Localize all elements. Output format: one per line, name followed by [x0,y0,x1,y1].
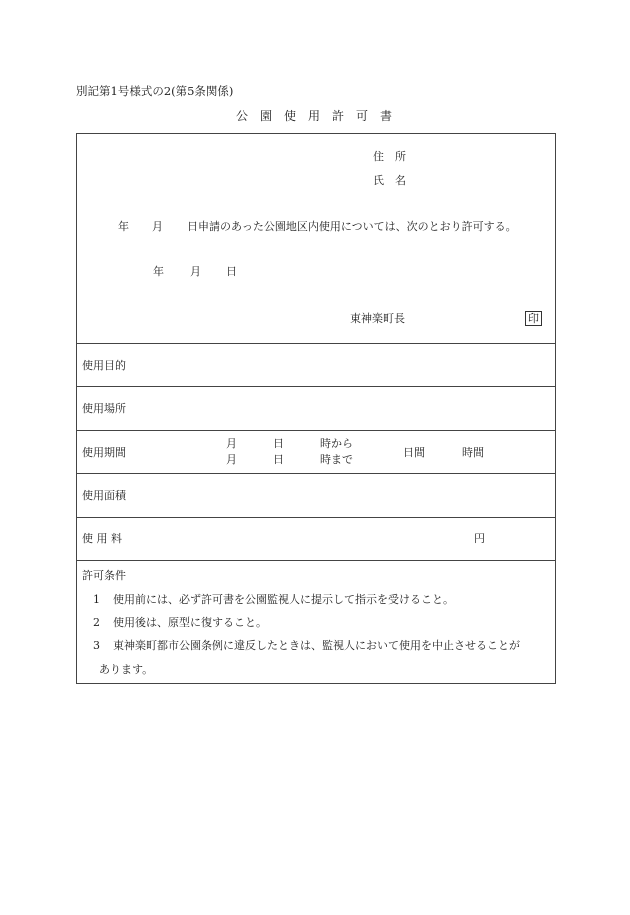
row-divider [76,430,556,431]
fee-label: 使 用 料 [82,532,122,545]
condition-text: 使用後は、原型に復すること。 [113,616,267,629]
row-divider [76,386,556,387]
condition-text: 使用前には、必ず許可書を公園監視人に提示して指示を受けること。 [113,593,454,606]
period-end-suffix: 時まで [320,453,353,466]
conditions-heading: 許可条件 [82,569,126,582]
condition-text: 東神楽町都市公園条例に違反したときは、監視人において使用を中止させることが [113,639,520,652]
statement-text: 日申請のあった公園地区内使用については、次のとおり許可する。 [187,220,517,233]
row-divider [76,343,556,344]
condition-text-continuation: あります。 [99,663,154,676]
period-start-month: 月 [226,437,237,450]
condition-number: 3 [93,639,100,652]
statement-year: 年 [118,220,129,233]
statement-month: 月 [152,220,163,233]
period-end-day: 日 [273,453,284,466]
issue-year: 年 [153,265,164,278]
name-label: 氏 名 [373,174,406,187]
period-end-month: 月 [226,453,237,466]
period-label: 使用期間 [82,446,126,459]
period-hours: 時間 [462,446,484,459]
row-divider [76,517,556,518]
period-days: 日間 [403,446,425,459]
condition-number: 1 [93,593,100,606]
row-divider [76,473,556,474]
fee-unit: 円 [474,532,485,545]
form-number: 別記第1号様式の2(第5条関係) [76,84,234,98]
issue-day: 日 [226,265,237,278]
row-divider [76,560,556,561]
seal-mark: 印 [525,311,542,326]
period-start-suffix: 時から [320,437,353,450]
issue-month: 月 [190,265,201,278]
issuer-title: 東神楽町長 [350,312,405,325]
period-start-day: 日 [273,437,284,450]
place-label: 使用場所 [82,402,126,415]
address-label: 住 所 [373,150,406,163]
purpose-label: 使用目的 [82,359,126,372]
area-label: 使用面積 [82,489,126,502]
condition-number: 2 [93,616,100,629]
document-title: 公 園 使 用 許 可 書 [236,109,393,123]
